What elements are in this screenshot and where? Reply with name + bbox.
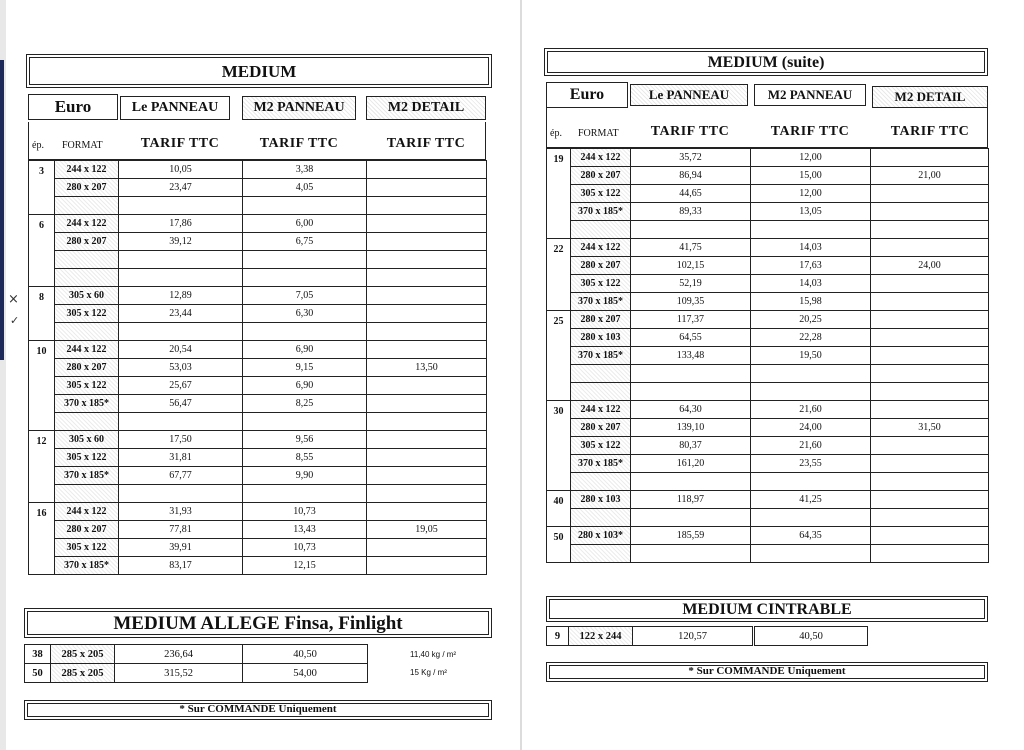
- m2-detail-price-cell: [871, 545, 989, 563]
- m2-detail-price-cell: [367, 377, 487, 395]
- allege-row: [25, 664, 243, 683]
- m2-detail-price-cell: [367, 449, 487, 467]
- m2-panneau-price-cell: 12,00: [751, 149, 871, 167]
- m2-panneau-price-cell: 7,05: [243, 287, 367, 305]
- tarif-ttc-panneau: TARIF TTC: [650, 124, 730, 139]
- m2-detail-price-cell: [871, 473, 989, 491]
- m2-panneau-price-cell: 64,35: [751, 527, 871, 545]
- header-m2-detail: M2 DETAIL: [366, 96, 486, 120]
- panneau-price-cell: 83,17: [119, 557, 243, 575]
- format-cell: 305 x 122: [571, 437, 631, 455]
- m2-panneau-price-cell: [751, 545, 871, 563]
- table-row: [547, 545, 989, 563]
- m2-panneau-price-cell: 15,00: [751, 167, 871, 185]
- panneau-price-cell: [631, 221, 751, 239]
- m2-detail-price-cell: [871, 185, 989, 203]
- m2-panneau-price-cell: 12,00: [751, 185, 871, 203]
- m2-panneau-price-cell: 23,55: [751, 455, 871, 473]
- cintrable-row: [547, 627, 753, 646]
- m2-detail-price-cell: 24,00: [871, 257, 989, 275]
- panneau-price-cell: 12,89: [119, 287, 243, 305]
- format-cell: 244 x 122: [55, 503, 119, 521]
- allege-title: MEDIUM ALLEGE Finsa, Finlight: [24, 608, 492, 638]
- format-cell: 280 x 207: [571, 311, 631, 329]
- panneau-price-cell: 17,50: [119, 431, 243, 449]
- table-row: [547, 383, 989, 401]
- table-row: [29, 503, 487, 521]
- allege-format: 285 x 205: [51, 645, 115, 664]
- panneau-price-cell: 102,15: [631, 257, 751, 275]
- m2-panneau-price-cell: 41,25: [751, 491, 871, 509]
- m2-detail-price-cell: [367, 539, 487, 557]
- m2-detail-price-cell: [367, 503, 487, 521]
- m2-detail-price-cell: [871, 203, 989, 221]
- m2-detail-price-cell: [871, 509, 989, 527]
- m2-panneau-price-cell: [751, 221, 871, 239]
- table-row: [29, 269, 487, 287]
- tarif-ttc-panneau: TARIF TTC: [140, 136, 220, 151]
- m2-detail-price-cell: [871, 239, 989, 257]
- tarif-ttc-m2: TARIF TTC: [770, 124, 850, 139]
- table-row: [547, 149, 989, 167]
- m2-detail-price-cell: [871, 401, 989, 419]
- panneau-price-cell: 39,91: [119, 539, 243, 557]
- panneau-price-cell: 109,35: [631, 293, 751, 311]
- m2-panneau-price-cell: [751, 383, 871, 401]
- allege-weight: 11,40 kg / m²: [410, 650, 457, 659]
- format-cell: 280 x 103: [571, 329, 631, 347]
- m2-detail-price-cell: [871, 383, 989, 401]
- cintrable-panneau-price: 120,57: [633, 627, 753, 646]
- table-row: [29, 413, 487, 431]
- panneau-price-cell: [119, 413, 243, 431]
- panneau-price-cell: [119, 269, 243, 287]
- panneau-price-cell: [631, 509, 751, 527]
- m2-detail-price-cell: [367, 395, 487, 413]
- allege-format: 285 x 205: [51, 664, 115, 683]
- format-cell: [55, 323, 119, 341]
- format-cell: [55, 197, 119, 215]
- allege-m2-price: 40,50: [243, 645, 368, 664]
- panneau-price-cell: [119, 323, 243, 341]
- m2-panneau-price-cell: 6,30: [243, 305, 367, 323]
- format-label: FORMAT: [578, 128, 619, 139]
- format-cell: [571, 473, 631, 491]
- m2-detail-price-cell: [367, 269, 487, 287]
- m2-detail-price-cell: 19,05: [367, 521, 487, 539]
- m2-detail-price-cell: [367, 467, 487, 485]
- m2-panneau-price-cell: 24,00: [751, 419, 871, 437]
- m2-panneau-price-cell: 14,03: [751, 239, 871, 257]
- panneau-price-cell: 185,59: [631, 527, 751, 545]
- allege-ep: 38: [25, 645, 51, 664]
- m2-detail-price-cell: [367, 233, 487, 251]
- panneau-price-cell: 31,81: [119, 449, 243, 467]
- order-note: * Sur COMMANDE Uniquement: [546, 662, 988, 682]
- format-cell: [571, 545, 631, 563]
- format-cell: [55, 251, 119, 269]
- panneau-price-cell: 53,03: [119, 359, 243, 377]
- table-row: [29, 215, 487, 233]
- left-page: [22, 14, 518, 730]
- header-le-panneau: Le PANNEAU: [630, 84, 748, 106]
- table-row: [547, 185, 989, 203]
- allege-weight: 15 Kg / m²: [410, 668, 447, 677]
- thickness-cell: 50: [547, 527, 571, 563]
- margin-cross-mark: ×: [8, 292, 19, 307]
- table-row: [547, 365, 989, 383]
- panneau-price-cell: 23,44: [119, 305, 243, 323]
- format-cell: [571, 365, 631, 383]
- format-cell: 370 x 185*: [55, 557, 119, 575]
- cintrable-m2-price: 40,50: [755, 627, 868, 646]
- panneau-price-cell: 77,81: [119, 521, 243, 539]
- format-cell: 244 x 122: [571, 149, 631, 167]
- thickness-cell: 30: [547, 401, 571, 491]
- panneau-price-cell: 86,94: [631, 167, 751, 185]
- table-row: [547, 167, 989, 185]
- format-cell: 280 x 207: [55, 233, 119, 251]
- m2-detail-price-cell: [367, 251, 487, 269]
- allege-panneau-price: 236,64: [115, 645, 243, 664]
- table-row: [29, 323, 487, 341]
- table-row: [547, 437, 989, 455]
- m2-detail-price-cell: [367, 287, 487, 305]
- header-le-panneau: Le PANNEAU: [120, 96, 230, 120]
- format-cell: [571, 383, 631, 401]
- thickness-cell: 8: [29, 287, 55, 341]
- m2-detail-price-cell: 31,50: [871, 419, 989, 437]
- panneau-price-cell: 117,37: [631, 311, 751, 329]
- m2-panneau-price-cell: 19,50: [751, 347, 871, 365]
- panneau-price-cell: 64,30: [631, 401, 751, 419]
- format-cell: 305 x 60: [55, 287, 119, 305]
- panneau-price-cell: 80,37: [631, 437, 751, 455]
- cintrable-format: 122 x 244: [569, 627, 633, 646]
- cintrable-table: [546, 626, 753, 646]
- table-row: [29, 449, 487, 467]
- panneau-price-cell: 23,47: [119, 179, 243, 197]
- m2-panneau-price-cell: 9,56: [243, 431, 367, 449]
- table-row: [547, 239, 989, 257]
- format-cell: 244 x 122: [571, 401, 631, 419]
- m2-detail-price-cell: [871, 365, 989, 383]
- right-price-table: [546, 148, 989, 563]
- m2-detail-price-cell: [871, 455, 989, 473]
- table-row: [547, 455, 989, 473]
- m2-detail-price-cell: [871, 437, 989, 455]
- m2-panneau-price-cell: 8,55: [243, 449, 367, 467]
- allege-m2-table: [242, 644, 368, 683]
- m2-detail-price-cell: [367, 305, 487, 323]
- table-row: [29, 341, 487, 359]
- m2-detail-price-cell: [367, 485, 487, 503]
- m2-panneau-price-cell: [243, 269, 367, 287]
- table-row: [29, 287, 487, 305]
- m2-panneau-price-cell: [751, 509, 871, 527]
- m2-panneau-price-cell: [751, 473, 871, 491]
- format-cell: 370 x 185*: [571, 455, 631, 473]
- panneau-price-cell: 56,47: [119, 395, 243, 413]
- thickness-cell: 25: [547, 311, 571, 401]
- table-row: [29, 431, 487, 449]
- m2-detail-price-cell: [871, 221, 989, 239]
- panneau-price-cell: 52,19: [631, 275, 751, 293]
- table-row: [29, 395, 487, 413]
- panneau-price-cell: 10,05: [119, 161, 243, 179]
- format-cell: 280 x 207: [55, 179, 119, 197]
- panneau-price-cell: 161,20: [631, 455, 751, 473]
- m2-detail-price-cell: [367, 179, 487, 197]
- table-row: [547, 275, 989, 293]
- thickness-cell: 12: [29, 431, 55, 503]
- m2-panneau-price-cell: 21,60: [751, 437, 871, 455]
- m2-panneau-price-cell: 22,28: [751, 329, 871, 347]
- table-row: [29, 161, 487, 179]
- m2-panneau-price-cell: 9,15: [243, 359, 367, 377]
- table-row: [29, 233, 487, 251]
- m2-panneau-price-cell: [243, 413, 367, 431]
- panneau-price-cell: [119, 251, 243, 269]
- format-cell: 280 x 103*: [571, 527, 631, 545]
- format-cell: 370 x 185*: [571, 347, 631, 365]
- m2-detail-price-cell: [367, 197, 487, 215]
- format-cell: 280 x 207: [55, 359, 119, 377]
- m2-panneau-price-cell: 6,90: [243, 341, 367, 359]
- left-price-table: [28, 160, 487, 575]
- format-label: FORMAT: [62, 140, 103, 151]
- table-row: [29, 557, 487, 575]
- m2-panneau-price-cell: 6,00: [243, 215, 367, 233]
- cintrable-ep: 9: [547, 627, 569, 646]
- format-cell: 280 x 207: [571, 257, 631, 275]
- table-row: [29, 251, 487, 269]
- table-row: [547, 491, 989, 509]
- format-cell: 244 x 122: [55, 341, 119, 359]
- thickness-cell: 6: [29, 215, 55, 287]
- m2-panneau-price-cell: 12,15: [243, 557, 367, 575]
- page-title: MEDIUM: [26, 54, 492, 88]
- panneau-price-cell: 17,86: [119, 215, 243, 233]
- panneau-price-cell: 41,75: [631, 239, 751, 257]
- m2-panneau-price-cell: 9,90: [243, 467, 367, 485]
- format-cell: 370 x 185*: [55, 467, 119, 485]
- table-row: [29, 467, 487, 485]
- format-cell: 280 x 207: [55, 521, 119, 539]
- m2-detail-price-cell: [367, 557, 487, 575]
- m2-detail-price-cell: [367, 161, 487, 179]
- m2-panneau-price-cell: 17,63: [751, 257, 871, 275]
- table-row: [547, 509, 989, 527]
- thickness-cell: 19: [547, 149, 571, 239]
- m2-panneau-price-cell: 4,05: [243, 179, 367, 197]
- panneau-price-cell: [631, 365, 751, 383]
- table-row: [547, 473, 989, 491]
- allege-row: [25, 645, 243, 664]
- m2-panneau-price-cell: 3,38: [243, 161, 367, 179]
- format-cell: 280 x 207: [571, 167, 631, 185]
- thickness-cell: 40: [547, 491, 571, 527]
- m2-panneau-price-cell: 14,03: [751, 275, 871, 293]
- m2-detail-price-cell: [871, 527, 989, 545]
- header-m2-panneau: M2 PANNEAU: [242, 96, 356, 120]
- table-row: [547, 401, 989, 419]
- panneau-price-cell: 64,55: [631, 329, 751, 347]
- m2-detail-price-cell: [367, 413, 487, 431]
- order-note: * Sur COMMANDE Uniquement: [24, 700, 492, 720]
- table-row: [547, 347, 989, 365]
- format-cell: 244 x 122: [55, 161, 119, 179]
- format-cell: 305 x 122: [571, 275, 631, 293]
- panneau-price-cell: [631, 383, 751, 401]
- allege-m2-price: 54,00: [243, 664, 368, 683]
- m2-panneau-price-cell: [243, 485, 367, 503]
- m2-panneau-price-cell: 10,73: [243, 503, 367, 521]
- format-cell: [55, 413, 119, 431]
- table-row: [547, 221, 989, 239]
- m2-panneau-price-cell: 21,60: [751, 401, 871, 419]
- allege-table: [24, 644, 243, 683]
- format-cell: [55, 269, 119, 287]
- m2-detail-price-cell: [871, 491, 989, 509]
- thickness-cell: 10: [29, 341, 55, 431]
- format-cell: 305 x 60: [55, 431, 119, 449]
- tarif-ttc-m2: TARIF TTC: [259, 136, 339, 151]
- m2-panneau-price-cell: 8,25: [243, 395, 367, 413]
- m2-panneau-price-cell: [243, 197, 367, 215]
- m2-detail-price-cell: [871, 311, 989, 329]
- table-row: [29, 359, 487, 377]
- table-row: [29, 197, 487, 215]
- panneau-price-cell: 35,72: [631, 149, 751, 167]
- panneau-price-cell: 89,33: [631, 203, 751, 221]
- right-page: [526, 14, 1016, 720]
- tarif-ttc-detail: TARIF TTC: [386, 136, 466, 151]
- page-title: MEDIUM (suite): [544, 48, 988, 76]
- m2-panneau-price-cell: 20,25: [751, 311, 871, 329]
- table-row: [547, 257, 989, 275]
- table-row: [547, 329, 989, 347]
- panneau-price-cell: 67,77: [119, 467, 243, 485]
- m2-panneau-price-cell: [751, 365, 871, 383]
- format-cell: [571, 221, 631, 239]
- allege-panneau-price: 315,52: [115, 664, 243, 683]
- m2-detail-price-cell: [871, 293, 989, 311]
- currency-header: Euro: [546, 82, 628, 108]
- table-row: [547, 311, 989, 329]
- m2-detail-price-cell: [871, 329, 989, 347]
- m2-detail-price-cell: [367, 215, 487, 233]
- panneau-price-cell: [119, 197, 243, 215]
- format-cell: 280 x 103: [571, 491, 631, 509]
- m2-detail-price-cell: [367, 431, 487, 449]
- m2-detail-price-cell: 13,50: [367, 359, 487, 377]
- table-row: [29, 305, 487, 323]
- allege-ep: 50: [25, 664, 51, 683]
- scan-edge-mark: [0, 60, 4, 360]
- panneau-price-cell: 133,48: [631, 347, 751, 365]
- format-cell: 244 x 122: [571, 239, 631, 257]
- panneau-price-cell: 118,97: [631, 491, 751, 509]
- cintrable-title: MEDIUM CINTRABLE: [546, 596, 988, 622]
- panneau-price-cell: [119, 485, 243, 503]
- panneau-price-cell: 20,54: [119, 341, 243, 359]
- m2-detail-price-cell: [367, 323, 487, 341]
- format-cell: 244 x 122: [55, 215, 119, 233]
- thickness-cell: 22: [547, 239, 571, 311]
- panneau-price-cell: 31,93: [119, 503, 243, 521]
- format-cell: 305 x 122: [55, 449, 119, 467]
- panneau-price-cell: [631, 473, 751, 491]
- table-row: [547, 203, 989, 221]
- thickness-cell: 3: [29, 161, 55, 215]
- m2-panneau-price-cell: [243, 323, 367, 341]
- m2-panneau-price-cell: [243, 251, 367, 269]
- m2-panneau-price-cell: 6,90: [243, 377, 367, 395]
- m2-detail-price-cell: [871, 149, 989, 167]
- m2-panneau-price-cell: 13,43: [243, 521, 367, 539]
- table-row: [547, 419, 989, 437]
- m2-detail-price-cell: 21,00: [871, 167, 989, 185]
- format-cell: 305 x 122: [55, 305, 119, 323]
- m2-panneau-price-cell: 6,75: [243, 233, 367, 251]
- margin-check-mark: ✓: [10, 314, 20, 327]
- table-row: [29, 485, 487, 503]
- format-cell: [55, 485, 119, 503]
- panneau-price-cell: 44,65: [631, 185, 751, 203]
- format-cell: 305 x 122: [55, 539, 119, 557]
- format-cell: 305 x 122: [55, 377, 119, 395]
- tarif-ttc-detail: TARIF TTC: [890, 124, 970, 139]
- m2-detail-price-cell: [367, 341, 487, 359]
- m2-panneau-price-cell: 15,98: [751, 293, 871, 311]
- format-cell: 305 x 122: [571, 185, 631, 203]
- table-row: [29, 377, 487, 395]
- table-row: [547, 527, 989, 545]
- format-cell: 370 x 185*: [571, 203, 631, 221]
- panneau-price-cell: 139,10: [631, 419, 751, 437]
- panneau-price-cell: 39,12: [119, 233, 243, 251]
- binding-line: [520, 0, 522, 750]
- currency-header: Euro: [28, 94, 118, 120]
- table-row: [29, 521, 487, 539]
- format-cell: 280 x 207: [571, 419, 631, 437]
- header-m2-panneau: M2 PANNEAU: [754, 84, 866, 106]
- thickness-cell: 16: [29, 503, 55, 575]
- ep-label: ép.: [550, 128, 562, 139]
- table-row: [29, 179, 487, 197]
- panneau-price-cell: [631, 545, 751, 563]
- table-row: [29, 539, 487, 557]
- panneau-price-cell: 25,67: [119, 377, 243, 395]
- format-cell: 370 x 185*: [55, 395, 119, 413]
- m2-detail-price-cell: [871, 347, 989, 365]
- header-m2-detail: M2 DETAIL: [872, 86, 988, 108]
- m2-detail-price-cell: [871, 275, 989, 293]
- m2-panneau-price-cell: 13,05: [751, 203, 871, 221]
- m2-panneau-price-cell: 10,73: [243, 539, 367, 557]
- table-row: [547, 293, 989, 311]
- format-cell: 370 x 185*: [571, 293, 631, 311]
- cintrable-m2-table: [754, 626, 868, 646]
- ep-label: ép.: [32, 140, 44, 151]
- format-cell: [571, 509, 631, 527]
